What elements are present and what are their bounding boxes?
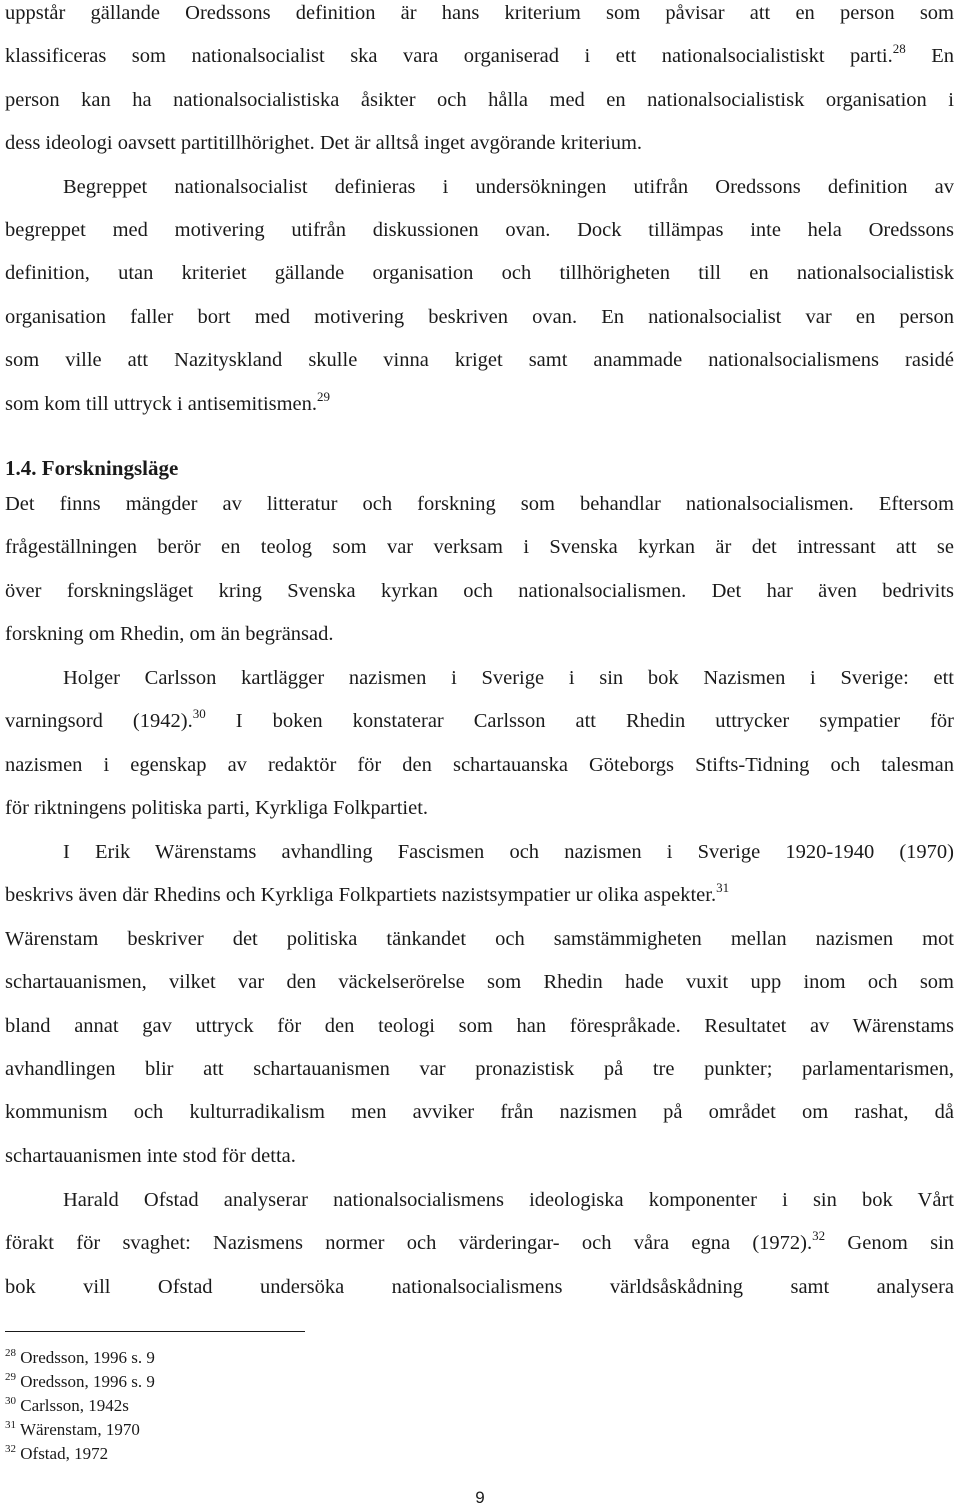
body-line: organisation faller bort med motivering beskriven ovan. En nationalsocialist var en person bbox=[5, 306, 954, 328]
body-line: begreppet med motivering utifrån diskussionen ovan. Dock tillämpas inte hela Oredssons bbox=[5, 219, 954, 241]
footnote: $^{31}$ Wärenstam, 1970 bbox=[5, 1419, 140, 1439]
body-line: klassificeras som nationalsocialist ska vara organiserad i ett nationalsocialistiskt parti.$^{28}$ En bbox=[5, 41, 954, 67]
body-line: varningsord (1942).$^{30}$ I boken konstaterar Carlsson att Rhedin uttrycker sympatier för bbox=[5, 706, 954, 732]
body-line: bok vill Ofstad undersöka nationalsocialismens världsåskådning samt analysera bbox=[5, 1276, 954, 1298]
body-line: Holger Carlsson kartlägger nazismen i Sverige i sin bok Nazismen i Sverige: ett bbox=[63, 667, 954, 689]
body-line: frågeställningen berör en teolog som var verksam i Svenska kyrkan är det intressant att se bbox=[5, 536, 954, 558]
body-line: dess ideologi oavsett partitillhörighet. Det är alltså inget avgörande kriterium. bbox=[5, 132, 643, 154]
body-line: schartauanismen, vilket var den väckelserörelse som Rhedin hade vuxit upp inom och som bbox=[5, 971, 954, 993]
body-line: Wärenstam beskriver det politiska tänkandet och samstämmigheten mellan nazismen mot bbox=[5, 928, 954, 950]
footnote: $^{29}$ Oredsson, 1996 s. 9 bbox=[5, 1371, 155, 1391]
page-number: 9 bbox=[475, 1488, 485, 1507]
footnote: $^{32}$ Ofstad, 1972 bbox=[5, 1443, 109, 1463]
body-line: över forskningsläget kring Svenska kyrkan och nationalsocialismen. Det har även bedrivits bbox=[5, 580, 954, 602]
body-line: Det finns mängder av litteratur och forskning som behandlar nationalsocialismen. Eftersom bbox=[5, 493, 954, 515]
body-line: definition, utan kriteriet gällande organisation och tillhörigheten till en nationalsocialistisk bbox=[5, 262, 954, 284]
body-line: I Erik Wärenstams avhandling Fascismen och nazismen i Sverige 1920-1940 (1970) bbox=[63, 841, 954, 863]
footnote-ref: 31 bbox=[716, 880, 730, 895]
body-line: som kom till uttryck i antisemitismen.$^{29}$ bbox=[5, 389, 331, 415]
footnote-separator bbox=[5, 1331, 305, 1332]
footnote: $^{28}$ Oredsson, 1996 s. 9 bbox=[5, 1347, 155, 1367]
body-line: forskning om Rhedin, om än begränsad. bbox=[5, 623, 334, 645]
body-line: kommunism och kulturradikalism men avviker från nazismen på området om rashat, då bbox=[5, 1101, 954, 1123]
body-line: beskrivs även där Rhedins och Kyrkliga Folkpartiets nazistsympatier ur olika aspekter.$^{31}$ bbox=[5, 880, 730, 906]
body-line: avhandlingen blir att schartauanismen var pronazistisk på tre punkter; parlamentarismen, bbox=[5, 1058, 954, 1080]
body-line: förakt för svaghet: Nazismens normer och värderingar- och våra egna (1972).$^{32}$ Genom sin bbox=[5, 1228, 954, 1254]
body-line: som ville att Nazityskland skulle vinna kriget samt anammade nationalsocialismens rasidé bbox=[5, 349, 954, 371]
body-line: för riktningens politiska parti, Kyrkliga Folkpartiet. bbox=[5, 797, 429, 819]
body-line: person kan ha nationalsocialistiska åsikter och hålla med en nationalsocialistisk organisation i bbox=[5, 89, 954, 111]
footnote-ref: 30 bbox=[192, 706, 206, 721]
footnote-ref: 29 bbox=[317, 389, 331, 404]
footnote-ref: 32 bbox=[812, 1228, 826, 1243]
body-line: Harald Ofstad analyserar nationalsocialismens ideologiska komponenter i sin bok Vårt bbox=[63, 1189, 954, 1211]
body-line: nazismen i egenskap av redaktör för den schartauanska Göteborgs Stifts-Tidning och talesman bbox=[5, 754, 954, 776]
section-heading: 1.4. Forskningsläge bbox=[5, 456, 179, 480]
body-line: bland annat gav uttryck för den teologi som han förespråkade. Resultatet av Wärenstams bbox=[5, 1015, 954, 1037]
body-line: Begreppet nationalsocialist definieras i undersökningen utifrån Oredssons definition av bbox=[63, 176, 954, 198]
footnote-ref: 28 bbox=[892, 41, 906, 56]
body-line: schartauanismen inte stod för detta. bbox=[5, 1145, 296, 1167]
footnote: $^{30}$ Carlsson, 1942s bbox=[5, 1395, 129, 1415]
body-line: uppstår gällande Oredssons definition är hans kriterium som påvisar att en person som bbox=[5, 2, 954, 24]
